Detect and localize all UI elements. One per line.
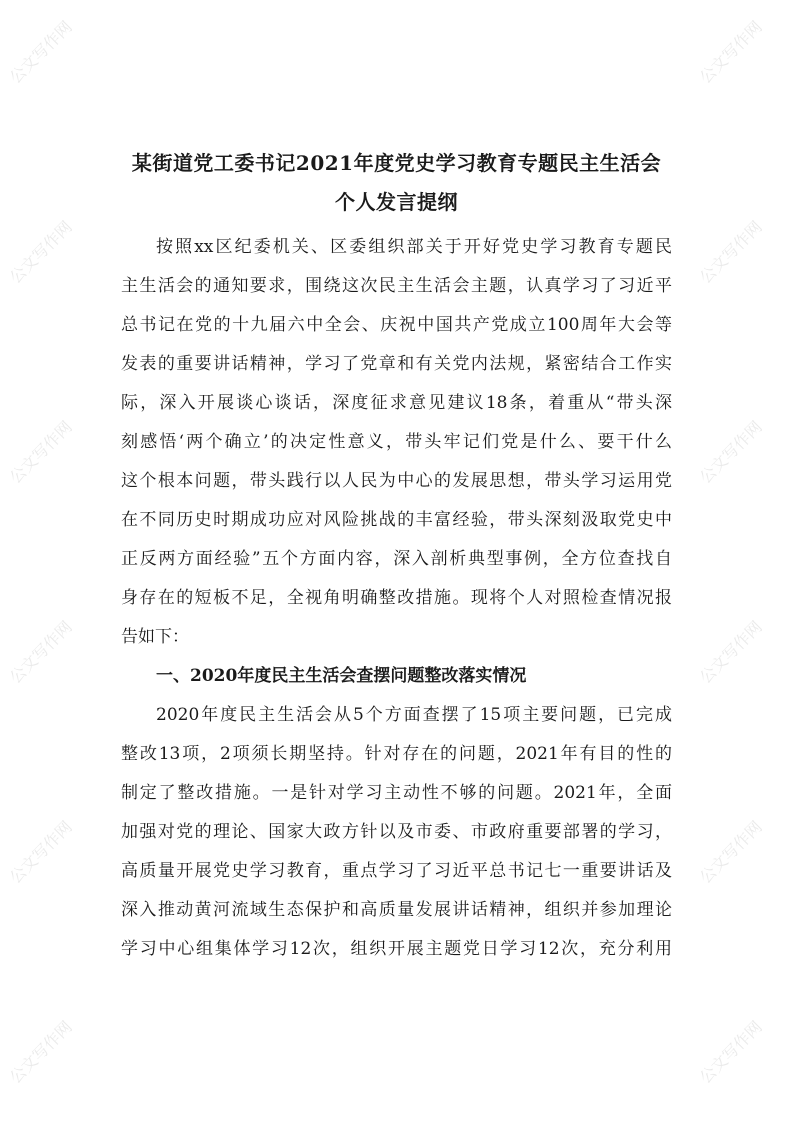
watermark: 公文写作网 xyxy=(695,217,766,288)
paragraph-line: 告如下： xyxy=(121,627,189,647)
paragraph-line: 加强对党的理论、国家大政方针以及市委、市政府重要部署的学习， xyxy=(121,822,672,842)
paragraph-line: 在不同历史时期成功应对风险挑战的丰富经验，带头深刻汲取党史中 xyxy=(121,510,672,530)
paragraph-line: 身存在的短板不足，全视角明确整改措施。现将个人对照检查情况报 xyxy=(121,588,672,608)
paragraph-line: 制定了整改措施。一是针对学习主动性不够的问题。2021年，全面 xyxy=(121,783,672,803)
paragraph-line: 整改13项，2项须长期坚持。针对存在的问题，2021年有目的性的 xyxy=(121,744,672,764)
paragraph-line: 学习中心组集体学习12次，组织开展主题党日学习12次，充分利用 xyxy=(121,939,672,959)
paragraph-line: 际，深入开展谈心谈话，深度征求意见建议18条，着重从“带头深 xyxy=(121,393,672,413)
watermark: 公文写作网 xyxy=(695,1017,766,1088)
paragraph-line: 高质量开展党史学习教育，重点学习了习近平总书记七一重要讲话及 xyxy=(121,861,672,881)
paragraph-line: 总书记在党的十九届六中全会、庆祝中国共产党成立100周年大会等 xyxy=(121,315,672,335)
paragraph-line: 2020年度民主生活会从5个方面查摆了15项主要问题，已完成 xyxy=(156,705,672,725)
watermark: 公文写作网 xyxy=(5,217,76,288)
paragraph-line: 按照xx区纪委机关、区委组织部关于开好党史学习教育专题民 xyxy=(156,237,672,257)
watermark: 公文写作网 xyxy=(695,817,766,888)
watermark: 公文写作网 xyxy=(5,617,76,688)
document-title-line2: 个人发言提纲 xyxy=(335,190,458,214)
watermark: 公文写作网 xyxy=(5,817,76,888)
watermark: 公文写作网 xyxy=(695,417,766,488)
section-heading: 一、2020年度民主生活会查摆问题整改落实情况 xyxy=(156,666,527,686)
watermark: 公文写作网 xyxy=(5,417,76,488)
paragraph-line: 这个根本问题，带头践行以人民为中心的发展思想，带头学习运用党 xyxy=(121,471,672,491)
watermark: 公文写作网 xyxy=(5,17,76,88)
watermark: 公文写作网 xyxy=(695,617,766,688)
paragraph-line: 发表的重要讲话精神，学习了党章和有关党内法规，紧密结合工作实 xyxy=(121,354,672,374)
paragraph-line: 刻感悟‘两个确立’的决定性意义，带头牢记们党是什么、要干什么 xyxy=(121,432,672,452)
watermark: 公文写作网 xyxy=(5,1017,76,1088)
document-title-line1: 某街道党工委书记2021年度党史学习教育专题民主生活会 xyxy=(131,151,662,175)
paragraph-line: 深入推动黄河流域生态保护和高质量发展讲话精神，组织并参加理论 xyxy=(121,900,672,920)
paragraph-line: 正反两方面经验”五个方面内容，深入剖析典型事例，全方位查找自 xyxy=(121,549,672,569)
paragraph-line: 主生活会的通知要求，围绕这次民主生活会主题，认真学习了习近平 xyxy=(121,276,672,296)
watermark: 公文写作网 xyxy=(695,17,766,88)
